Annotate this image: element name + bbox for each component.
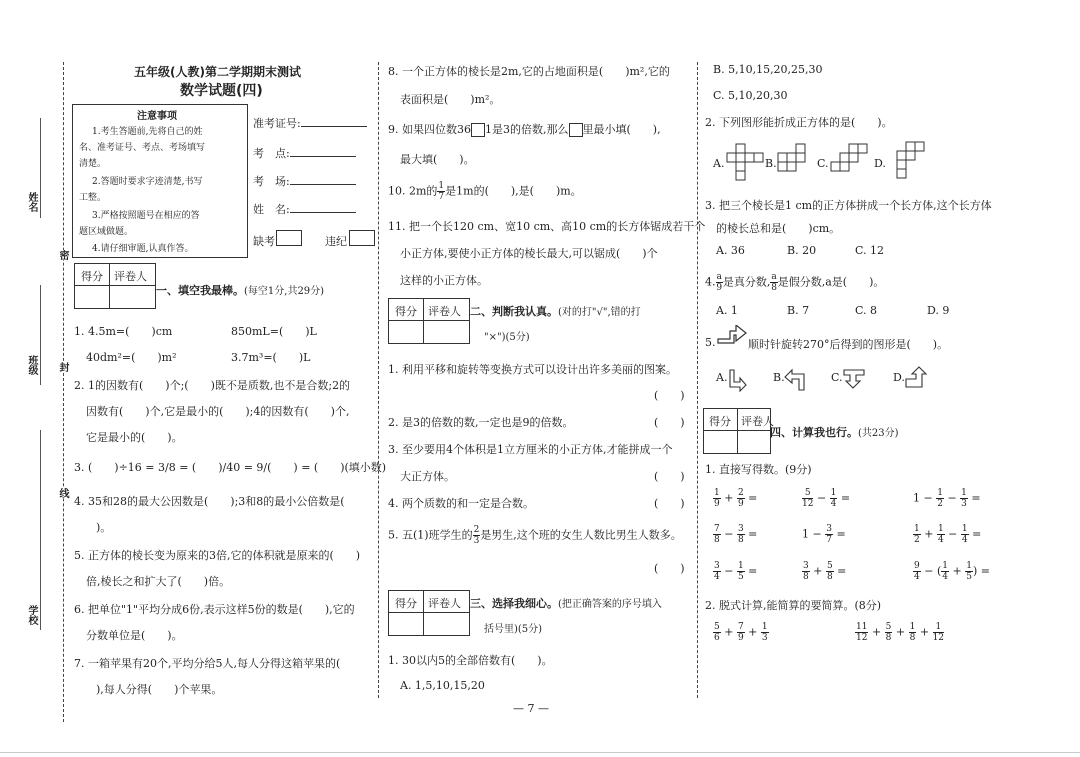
grader-label-2: 评卷人 xyxy=(428,305,461,318)
s1-q1b: 850mL=( )L xyxy=(231,325,317,338)
absent-box[interactable] xyxy=(276,230,302,246)
info-room: 考 场: xyxy=(253,173,356,189)
notes-line-1: 1.考生答题前,先将自己的姓 xyxy=(92,127,203,137)
s1-q3: 3. ( )÷16 = 3/8 = ( )/40 = 9/( ) = ( )(填小数) xyxy=(74,461,387,474)
binding-dash-line xyxy=(63,62,64,722)
binding-school-line xyxy=(40,430,41,630)
s1-q2a: 2. 1的因数有( )个;( )既不是质数,也不是合数;2的 xyxy=(74,379,351,392)
s1-q1c: 40dm²=( )m² xyxy=(86,351,177,364)
net-c-figure xyxy=(830,143,870,173)
s1-q6a: 6. 把单位"1"平均分成6份,表示这样5份的数是( ),它的 xyxy=(74,603,355,616)
s1-q7a: 7. 一箱苹果有20个,平均分给5人,每人分得这箱苹果的( xyxy=(74,657,341,670)
calc-2-2: 1 − $\frac{3}{7}$ = xyxy=(802,524,846,545)
s1-q1a: 1. 4.5m=( )cm xyxy=(74,325,173,338)
rotation-shape-icon xyxy=(716,325,748,355)
net-a-label: A. xyxy=(713,157,725,170)
s1-q4a: 4. 35和28的最大公因数是( );3和8的最小公倍数是( xyxy=(74,495,345,508)
score-label-4: 得分 xyxy=(709,415,731,428)
c2-q11c: 这样的小正方体。 xyxy=(400,274,488,287)
binding-name-label: 姓名 xyxy=(26,192,37,212)
j4: 4. 两个质数的和一定是合数。 xyxy=(388,497,534,510)
c4-option-b: B. 7 xyxy=(787,304,810,317)
j5: 5. 五(1)班学生的 $\frac{2}{3}$ 是男生,这个班的女生人数比男生人数多。 xyxy=(388,525,682,546)
calc-3-1: $\frac{3}{4}$ − $\frac{1}{5}$ = xyxy=(714,561,758,582)
section-2-note2: "×")(5分) xyxy=(484,332,530,343)
binding-school-label: 学校 xyxy=(26,605,37,625)
s1-q6b: 分数单位是( )。 xyxy=(86,629,183,642)
info-site: 考 点: xyxy=(253,145,356,161)
c2-q11a: 11. 把一个长120 cm、宽10 cm、高10 cm的长方体锯成若干个 xyxy=(388,220,706,233)
q9-blank-1[interactable] xyxy=(471,123,485,137)
c5-option-c-label: C. xyxy=(831,371,843,384)
j4-paren[interactable]: ( ) xyxy=(654,497,685,510)
c3-option-c: C. 12 xyxy=(855,244,885,257)
j3-paren[interactable]: ( ) xyxy=(654,470,685,483)
c2-q9a: 9. 如果四位数36 1是3的倍数,那么 里最小填( ), xyxy=(388,123,661,136)
info-absent: 缺考 xyxy=(253,235,275,248)
c2-question: 2. 下列图形能折成正方体的是( )。 xyxy=(705,116,893,129)
grader-label: 评卷人 xyxy=(114,270,147,283)
binding-name-line xyxy=(40,118,41,218)
q9-blank-2[interactable] xyxy=(569,123,583,137)
calc-1-3: 1 − $\frac{1}{2}$ − $\frac{1}{3}$ = xyxy=(913,488,981,509)
j1-paren[interactable]: ( ) xyxy=(654,389,685,402)
info-name: 姓 名: xyxy=(253,201,356,217)
c2-q9b: 最大填( )。 xyxy=(400,153,475,166)
s1-q2b: 因数有( )个,它是最小的( );4的因数有( )个, xyxy=(86,405,350,418)
notes-line-5: 工整。 xyxy=(79,193,107,203)
s1-q7b: ),每人分得( )个苹果。 xyxy=(96,683,223,696)
score-label: 得分 xyxy=(81,270,103,283)
notes-line-4: 2.答题时要求字迹清楚,书写 xyxy=(92,177,203,187)
c1-option-b: B. 5,10,15,20,25,30 xyxy=(713,63,823,76)
s1-q1d: 3.7m³=( )L xyxy=(231,351,311,364)
c5-option-d-shape xyxy=(904,366,928,390)
j3b: 大正方体。 xyxy=(400,470,455,483)
net-b-figure xyxy=(777,143,807,173)
violate-box[interactable] xyxy=(349,230,375,246)
binding-mi: 密 xyxy=(57,250,68,260)
c1: 1. 30以内5的全部倍数有( )。 xyxy=(388,654,553,667)
net-b-label: B. xyxy=(765,157,777,170)
exam-title: 五年级(人教)第二学期期末测试 xyxy=(134,65,301,79)
c2-q8a: 8. 一个正方体的棱长是2m,它的占地面积是( )m²,它的 xyxy=(388,65,670,78)
c2-q11b: 小正方体,要使小正方体的棱长最大,可以锯成( )个 xyxy=(400,247,658,260)
k2-question: 2. 脱式计算,能简算的要简算。(8分) xyxy=(705,599,882,612)
calc-4-1: $\frac{5}{6}$ + $\frac{7}{9}$ + $\frac{1}{3}$ xyxy=(714,622,768,643)
grader-label-3: 评卷人 xyxy=(428,597,461,610)
notes-line-8: 4.请仔细审题,认真作答。 xyxy=(92,244,194,254)
c1-option-c: C. 5,10,20,30 xyxy=(713,89,788,102)
section-3-note2: 括号里)(5分) xyxy=(484,624,543,635)
k1-question: 1. 直接写得数。(9分) xyxy=(705,463,812,476)
c2-q8b: 表面积是( )m²。 xyxy=(400,93,501,106)
net-d-figure xyxy=(887,141,927,179)
c4-question: 4. $\frac{a}{9}$ 是真分数, $\frac{a}{8}$ 是假分数,a是( )。 xyxy=(705,272,885,293)
calc-4-2: $\frac{11}{12}$ + $\frac{5}{8}$ + $\frac{1}{8}$ + $\frac{1}{12}$ xyxy=(856,622,945,643)
net-d-label: D. xyxy=(874,157,886,170)
c5-option-b-label: B. xyxy=(773,371,785,384)
column-divider-2 xyxy=(697,62,698,698)
j3a: 3. 至少要用4个体积是1立方厘米的小正方体,才能拼成一个 xyxy=(388,443,673,456)
j2-paren[interactable]: ( ) xyxy=(654,416,685,429)
section-3-title: 三、选择我细心。(把正确答案的序号填入 xyxy=(470,597,662,610)
c5-number: 5. xyxy=(705,336,716,349)
exam-subtitle: 数学试题(四) xyxy=(180,83,263,99)
j2: 2. 是3的倍数的数,一定也是9的倍数。 xyxy=(388,416,574,429)
notes-line-3: 清楚。 xyxy=(79,159,107,169)
c3-option-a: A. 36 xyxy=(716,244,745,257)
info-violate: 违纪 xyxy=(325,235,347,248)
c1-option-a: A. 1,5,10,15,20 xyxy=(400,679,485,692)
section-4-title: 四、计算我也行。(共23分) xyxy=(770,426,899,439)
page-number: — 7 — xyxy=(513,702,549,715)
section-2-title: 二、判断我认真。(对的打"√",错的打 xyxy=(470,305,641,318)
score-label-2: 得分 xyxy=(395,305,417,318)
calc-2-3: $\frac{1}{2}$ + $\frac{1}{4}$ − $\frac{1}{4}$ = xyxy=(914,524,982,545)
c5-option-b-shape xyxy=(784,368,806,392)
calc-2-1: $\frac{7}{8}$ − $\frac{3}{8}$ = xyxy=(714,524,758,545)
calc-3-2: $\frac{3}{8}$ + $\frac{5}{8}$ = xyxy=(803,561,847,582)
s1-q2c: 它是最小的( )。 xyxy=(86,431,183,444)
c4-option-a: A. 1 xyxy=(716,304,738,317)
binding-xian: 线 xyxy=(57,488,68,498)
c4-option-c: C. 8 xyxy=(855,304,878,317)
section-1-title: 一、填空我最棒。(每空1分,共29分) xyxy=(156,284,325,297)
c5-option-a-shape xyxy=(728,368,748,392)
c4-option-d: D. 9 xyxy=(927,304,950,317)
c3-option-b: B. 20 xyxy=(787,244,817,257)
notes-title: 注意事项 xyxy=(137,111,177,122)
calc-1-1: $\frac{1}{9}$ + $\frac{2}{9}$ = xyxy=(714,488,758,509)
calc-1-2: $\frac{5}{12}$ − $\frac{1}{4}$ = xyxy=(802,488,851,509)
c5-option-d-label: D. xyxy=(893,371,905,384)
c3-question-a: 3. 把三个棱长是1 cm的正方体拼成一个长方体,这个长方体 xyxy=(705,199,992,212)
c5-option-c-shape xyxy=(842,368,866,390)
info-ticket: 准考证号: xyxy=(253,115,367,131)
score-label-3: 得分 xyxy=(395,597,417,610)
net-c-label: C. xyxy=(817,157,829,170)
calc-3-3: $\frac{9}{4}$ − ( $\frac{1}{4}$ + $\frac{1}{5}$ ) = xyxy=(914,561,990,582)
notes-line-2: 名、准考证号、考点、考场填写 xyxy=(79,143,206,153)
notes-line-7: 题区域做题。 xyxy=(79,227,134,237)
j5-paren[interactable]: ( ) xyxy=(654,562,685,575)
c3-question-b: 的棱长总和是( )cm。 xyxy=(716,222,841,235)
c5-option-a-label: A. xyxy=(716,371,728,384)
c5-question: 顺时针旋转270°后得到的图形是( )。 xyxy=(748,338,949,351)
column-divider-1 xyxy=(378,62,379,698)
net-a-figure xyxy=(726,143,766,181)
s1-q5a: 5. 正方体的棱长变为原来的3倍,它的体积就是原来的( ) xyxy=(74,549,361,562)
binding-feng: 封 xyxy=(57,362,68,372)
grader-label-4: 评卷人 xyxy=(741,415,774,428)
j1: 1. 利用平移和旋转等变换方式可以设计出许多美丽的图案。 xyxy=(388,363,677,376)
notes-line-6: 3.严格按照题号在相应的答 xyxy=(92,211,200,221)
s1-q5b: 倍,棱长之和扩大了( )倍。 xyxy=(86,575,231,588)
s1-q4b: )。 xyxy=(96,521,112,534)
binding-class-label: 班级 xyxy=(26,355,37,375)
c2-q10: 10. 2m的 $\frac{1}{7}$ 是1m的( ),是( )m。 xyxy=(388,181,582,202)
binding-class-line xyxy=(40,285,41,385)
page-bottom-rule xyxy=(0,752,1080,753)
